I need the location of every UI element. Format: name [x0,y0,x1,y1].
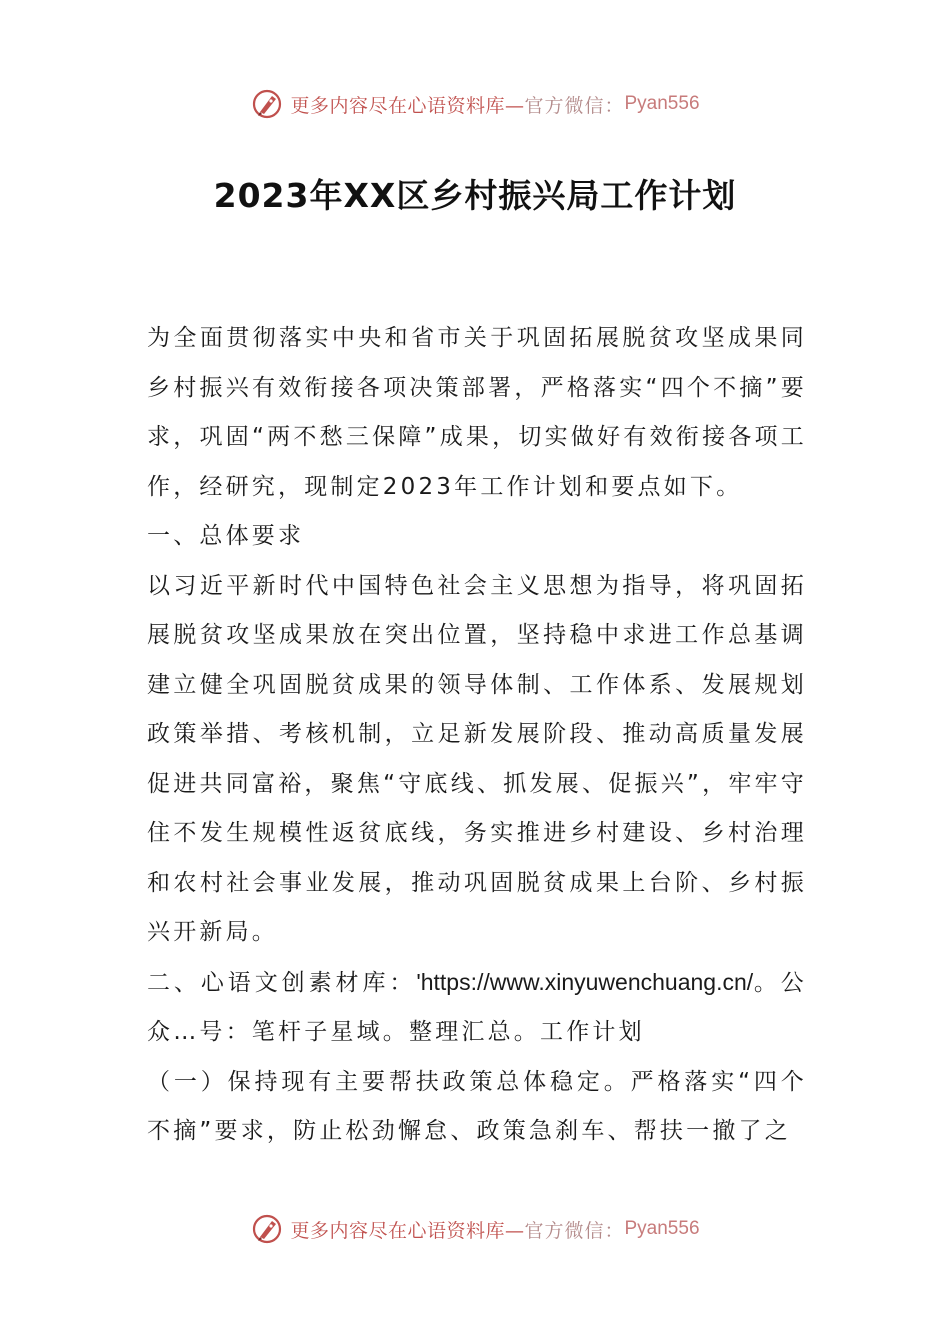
section-2-prefix: 二、心语文创素材库： [147,969,417,996]
section-2-suffix: 。公众…号：笔杆子星域。整理汇总。工作计划 [147,969,808,1045]
section-1-paragraph: 以习近平新时代中国特色社会主义思想为指导，将巩固拓展脱贫攻坚成果放在突出位置，坚持稳中求进工作总基调建立健全巩固脱贫成果的领导体制、工作体系、发展规划政策举措、考核机制，立足新发展阶段、推动高质量发展促进共同富裕，聚焦“守底线、抓发展、促振兴”，牢牢守住不发生规模性返贫底线，务实推进乡村建设、乡村治理和农村社会事业发展，推动巩固脱贫成果上台阶、乡村振兴开新局。 [147,572,807,945]
header-wechat-label: 官方微信： [524,94,625,117]
section-2-heading [147,958,807,1058]
intro-paragraph: 为全面贯彻落实中央和省市关于巩固拓展脱贫攻坚成果同乡村振兴有效衔接各项决策部署，严格落实“四个不摘”要求，巩固“两不愁三保障”成果，切实做好有效衔接各项工作，经研究，现制定2023年工作计划和要点如下。 [147,325,807,500]
source-url-link[interactable]: 'https://www.xinyuwenchuang.cn/ [416,968,754,995]
pen-logo-icon [250,1212,284,1246]
document-title: 2023年XX区乡村振兴局工作计划 [213,176,737,215]
section-1-heading: 一、总体要求 [147,523,305,549]
footer-banner [0,1209,950,1249]
header-wechat-id: Pyan556 [624,93,700,114]
header-banner-text: 更多内容尽在心语资料库— [290,94,525,117]
footer-wechat-label: 官方微信： [524,1219,625,1242]
subsection-1-paragraph: （一）保持现有主要帮扶政策总体稳定。严格落实“四个不摘”要求，防止松劲懈怠、政策急刹车、帮扶一撤了之 [147,1068,807,1144]
pen-logo-icon [250,87,284,121]
footer-banner-text: 更多内容尽在心语资料库— [290,1219,525,1242]
document-body [147,314,807,1157]
footer-wechat-id: Pyan556 [624,1218,700,1239]
header-banner [0,84,950,124]
